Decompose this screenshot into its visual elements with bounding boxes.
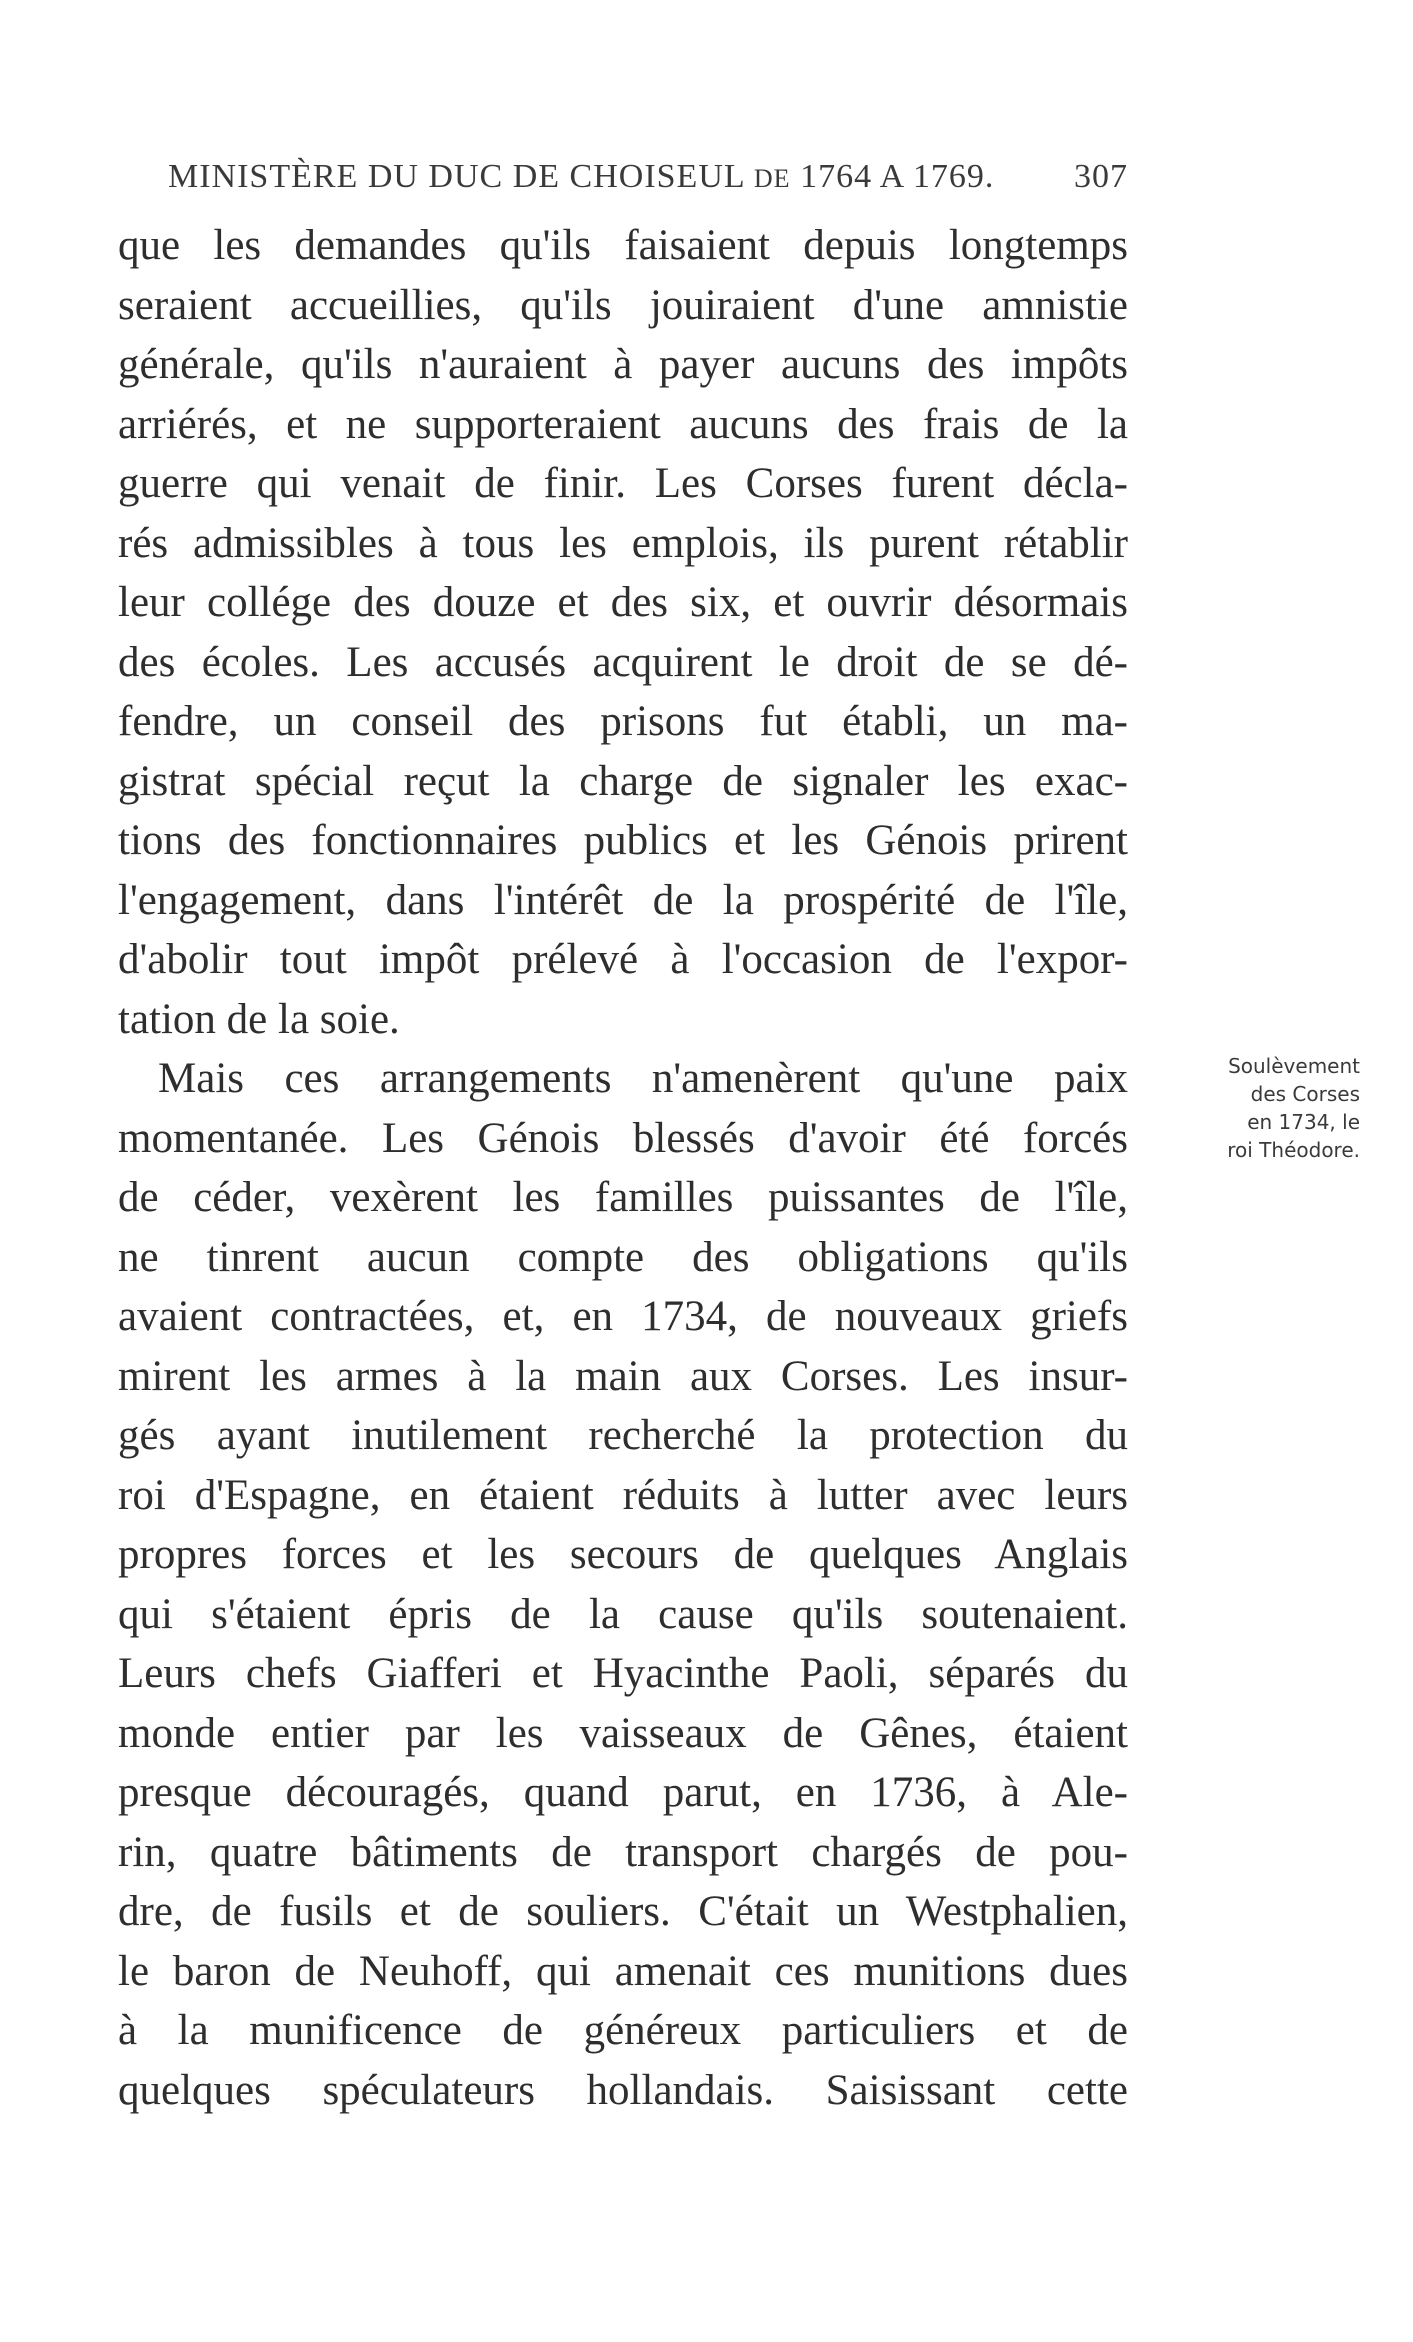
text-line: Mais ces arrangements n'amenèrent qu'une paix: [158, 1055, 1128, 1102]
text-line: générale, qu'ils n'auraient à payer aucuns des impôts: [118, 341, 1128, 388]
margin-note: [1160, 1052, 1360, 1164]
text-line: gistrat spécial reçut la charge de signaler les exac-: [118, 757, 1128, 805]
text-line: avaient contractées, et, en 1734, de nouveaux griefs: [118, 1293, 1128, 1340]
running-title-small: DE: [753, 164, 791, 193]
text-line: le baron de Neuhoff, qui amenait ces munitions dues: [118, 1947, 1128, 1995]
text-line: leur collége des douze et des six, et ouvrir désormais: [118, 579, 1128, 626]
text-line: guerre qui venait de finir. Les Corses furent décla-: [118, 460, 1128, 507]
text-line: fendre, un conseil des prisons fut établi, un ma-: [118, 698, 1128, 745]
running-header: [168, 158, 1128, 198]
margin-note-line: roi Théodore.: [1227, 1138, 1360, 1162]
text-line: roi d'Espagne, en étaient réduits à lutter avec leurs: [118, 1471, 1128, 1519]
text-line: seraient accueillies, qu'ils jouiraient d'une amnistie: [118, 281, 1128, 329]
text-line: d'abolir tout impôt prélevé à l'occasion de l'expor-: [118, 936, 1128, 983]
text-line: qui s'étaient épris de la cause qu'ils soutenaient.: [118, 1590, 1128, 1638]
margin-note-line: Soulèvement: [1228, 1054, 1360, 1078]
text-line: momentanée. Les Génois blessés d'avoir été forcés: [118, 1114, 1128, 1162]
text-line: Leurs chefs Giafferi et Hyacinthe Paoli, séparés du: [118, 1650, 1128, 1697]
text-line: gés ayant inutilement recherché la protection du: [118, 1412, 1128, 1459]
margin-note-line: des Corses: [1250, 1082, 1360, 1106]
text-line: monde entier par les vaisseaux de Gênes, étaient: [118, 1709, 1128, 1757]
text-line: dre, de fusils et de souliers. C'était un Westphalien,: [118, 1888, 1128, 1935]
text-line: tation de la soie.: [118, 995, 400, 1043]
margin-note-line: en 1734, le: [1247, 1110, 1360, 1134]
text-line: que les demandes qu'ils faisaient depuis longtemps: [118, 222, 1128, 269]
body-text: [118, 216, 1128, 2120]
text-line: l'engagement, dans l'intérêt de la prospérité de l'île,: [118, 876, 1128, 924]
text-line: rés admissibles à tous les emplois, ils purent rétablir: [118, 519, 1128, 567]
running-title: [168, 158, 994, 196]
text-line: quelques spéculateurs hollandais. Saisissant cette: [118, 2066, 1128, 2114]
running-title-dates: 1764 A 1769.: [800, 158, 995, 195]
text-line: arriérés, et ne supporteraient aucuns des frais de la: [118, 400, 1128, 448]
text-line: des écoles. Les accusés acquirent le droit de se dé-: [118, 638, 1128, 686]
text-line: rin, quatre bâtiments de transport chargés de pou-: [118, 1828, 1128, 1876]
text-line: mirent les armes à la main aux Corses. Les insur-: [118, 1352, 1128, 1400]
text-line: tions des fonctionnaires publics et les Génois prirent: [118, 817, 1128, 864]
page-number: 307: [1074, 158, 1128, 195]
text-line: à la munificence de généreux particuliers et de: [118, 2007, 1128, 2054]
running-title-main: MINISTÈRE DU DUC DE CHOISEUL: [168, 158, 745, 195]
text-line: de céder, vexèrent les familles puissantes de l'île,: [118, 1174, 1128, 1221]
text-line: presque découragés, quand parut, en 1736, à Ale-: [118, 1769, 1128, 1816]
text-line: propres forces et les secours de quelques Anglais: [118, 1531, 1128, 1578]
text-line: ne tinrent aucun compte des obligations qu'ils: [118, 1233, 1128, 1281]
